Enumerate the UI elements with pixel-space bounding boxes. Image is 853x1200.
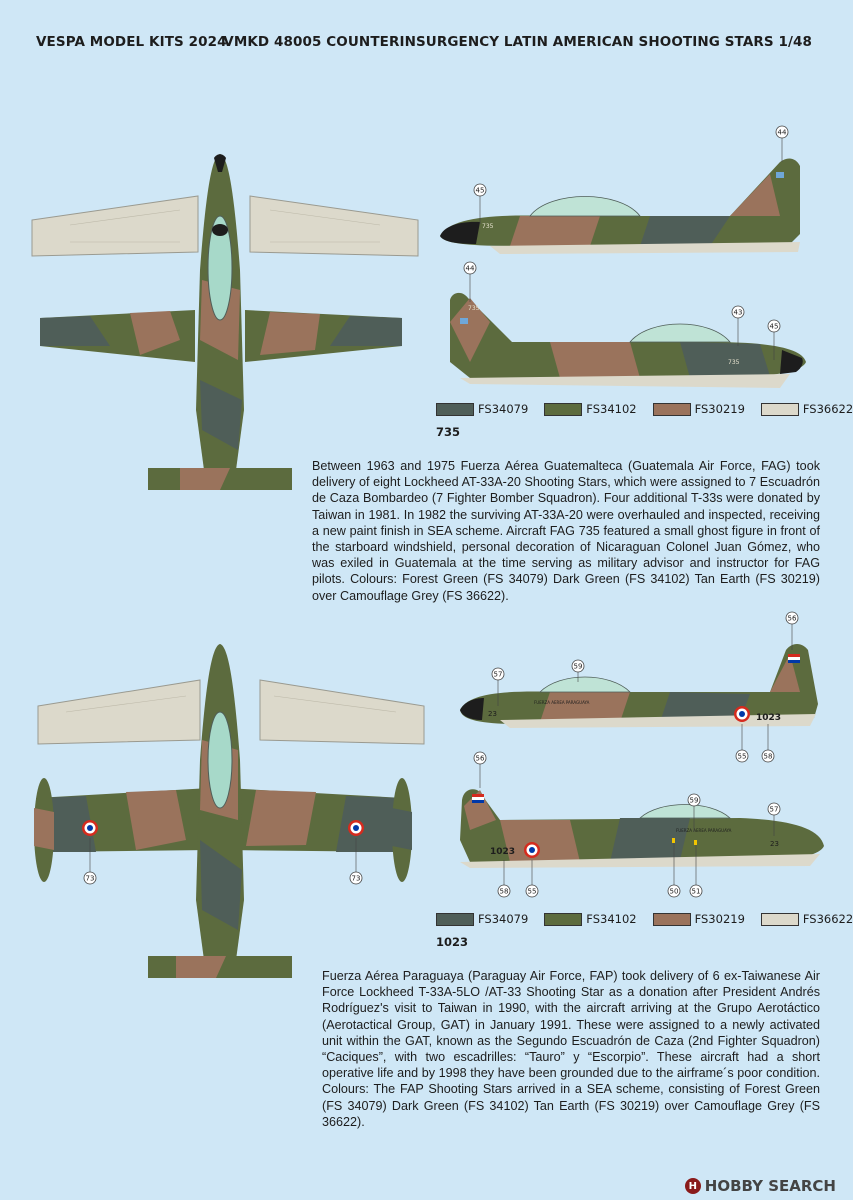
hobby-search-watermark bbox=[685, 1177, 836, 1195]
aircraft-number-1023: 1023 bbox=[436, 935, 469, 949]
colour-key-735 bbox=[436, 402, 853, 416]
starboard-profile bbox=[460, 644, 818, 728]
callout-44: 44 bbox=[465, 264, 475, 273]
callout-59: 59 bbox=[689, 796, 699, 805]
paraguay-fin-flag bbox=[472, 794, 484, 803]
callout-73: 73 bbox=[85, 874, 95, 883]
swatch-fs30219: FS30219 bbox=[653, 402, 745, 416]
description-1023: Fuerza Aérea Paraguaya (Paraguay Air Force, FAP) took delivery of 6 ex-Taiwanese Air Force Lockheed T-33A-5LO /AT-33 Shooting Star as a donation after President Andrés Rodríguez's visit to Taiwan in 1990, with the aircraft arriving at the Grupo Aerotáctico (Aerotactical Group, GAT) in January 1991. These were assigned to a newly activated unit within the GAT, known as the Segundo Escuadrón de Caza (2nd Fighter Squadron) “Caciques”, with two escadrilles: “Tauro” y “Escorpio”. These aircraft had a short operative life and by 1998 they have been grounded due to the airframe´s poor condition. Colours: The FAP Shooting Stars arrived in a SEA scheme, consisting of Forest Green (FS 34079) Dark Green (FS 34102) Tan Earth (FS 30219) over Camouflage Grey (FS 36622). bbox=[322, 969, 820, 1129]
callout-45: 45 bbox=[769, 322, 779, 331]
callout-58: 58 bbox=[499, 887, 509, 896]
serial-1023: 1023 bbox=[756, 713, 782, 723]
guatemala-fin-flash bbox=[776, 172, 784, 178]
callout-73: 73 bbox=[351, 874, 361, 883]
serial-1023: 1023 bbox=[490, 847, 516, 857]
paraguay-roundel-right bbox=[348, 820, 364, 836]
fuselage-code: 23 bbox=[770, 840, 779, 848]
camouflaged-airframe bbox=[34, 644, 412, 978]
swatch-fs30219: FS30219 bbox=[653, 912, 745, 926]
aircraft-number-735: 735 bbox=[436, 425, 461, 439]
paraguay-roundel bbox=[734, 706, 750, 722]
guatemala-fin-flash bbox=[460, 318, 468, 324]
fin-code: 735 bbox=[468, 305, 480, 312]
right-wing-underside bbox=[250, 196, 418, 256]
callout-59: 59 bbox=[573, 662, 583, 671]
swatch-fs34079: FS34079 bbox=[436, 912, 528, 926]
callout-57: 57 bbox=[493, 670, 503, 679]
callout-50: 50 bbox=[669, 887, 679, 896]
starboard-profile bbox=[440, 159, 800, 254]
description-735: Between 1963 and 1975 Fuerza Aérea Guatemalteca (Guatemala Air Force, FAG) took delivery of eight Lockheed AT-33A-20 Shooting Stars, which were assigned to 7 Escuadrón de Caza Bombardeo (7 Fighter Bomber Squadron). Four additional T-33s were donated by Taiwan in 1981. In 1982 the surviving AT-33A-20 were overhauled and inspected, receiving a new paint finish in SEA scheme. Aircraft FAG 735 featured a small ghost figure in front of the starboard windshield, personal decoration of Nicaraguan Colonel Juan Gómez, who was exiled in Guatemala at the time serving as military advisor and instructor for FAG pilots. Colours: Forest Green (FS 34079) Dark Green (FS 34102) Tan Earth (FS 30219) over Camouflage Grey (FS 36622). bbox=[312, 459, 820, 603]
callout-56: 56 bbox=[475, 754, 485, 763]
fuselage-legend: FUERZA AEREA PARAGUAYA bbox=[534, 700, 590, 705]
swatch-fs36622: FS36622 bbox=[761, 402, 853, 416]
yellow-marker bbox=[694, 840, 697, 845]
callout-56: 56 bbox=[787, 614, 797, 623]
yellow-marker bbox=[672, 838, 675, 843]
callout-43: 43 bbox=[733, 308, 743, 317]
paraguay-roundel-left bbox=[82, 820, 98, 836]
aircraft-735-side-views bbox=[430, 122, 816, 402]
kit-title-header: VMKD 48005 COUNTERINSURGENCY LATIN AMERICAN SHOOTING STARS 1/48 bbox=[223, 34, 812, 50]
hobby-search-logo-icon: H bbox=[685, 1178, 701, 1194]
callout-45: 45 bbox=[475, 186, 485, 195]
paraguay-roundel bbox=[524, 842, 540, 858]
left-wing-underside bbox=[38, 680, 200, 744]
aircraft-1023-plan-view bbox=[16, 640, 426, 980]
port-profile bbox=[460, 789, 824, 868]
callout-55: 55 bbox=[737, 752, 747, 761]
fuselage-code: 23 bbox=[488, 710, 497, 718]
swatch-fs36622: FS36622 bbox=[761, 912, 853, 926]
fuselage-legend: FUERZA AEREA PARAGUAYA bbox=[676, 828, 732, 833]
swatch-fs34102: FS34102 bbox=[544, 912, 636, 926]
right-wing-underside bbox=[260, 680, 424, 744]
watermark-text: HOBBY SEARCH bbox=[704, 1177, 836, 1195]
camouflaged-airframe bbox=[40, 154, 402, 490]
publisher-header: VESPA MODEL KITS 2024 bbox=[36, 34, 227, 50]
callout-57: 57 bbox=[769, 805, 779, 814]
left-wing-underside bbox=[32, 196, 198, 256]
aircraft-735-plan-view bbox=[30, 150, 420, 502]
aircraft-1023-side-views bbox=[440, 610, 830, 906]
fuselage-code: 735 bbox=[728, 359, 740, 366]
colour-key-1023 bbox=[436, 912, 853, 926]
port-profile bbox=[450, 293, 806, 388]
fuselage-code: 735 bbox=[482, 223, 494, 230]
callout-55: 55 bbox=[527, 887, 537, 896]
swatch-fs34079: FS34079 bbox=[436, 402, 528, 416]
callout-44: 44 bbox=[777, 128, 787, 137]
callout-58: 58 bbox=[763, 752, 773, 761]
paraguay-fin-flag bbox=[788, 654, 800, 663]
callout-51: 51 bbox=[691, 887, 701, 896]
swatch-fs34102: FS34102 bbox=[544, 402, 636, 416]
